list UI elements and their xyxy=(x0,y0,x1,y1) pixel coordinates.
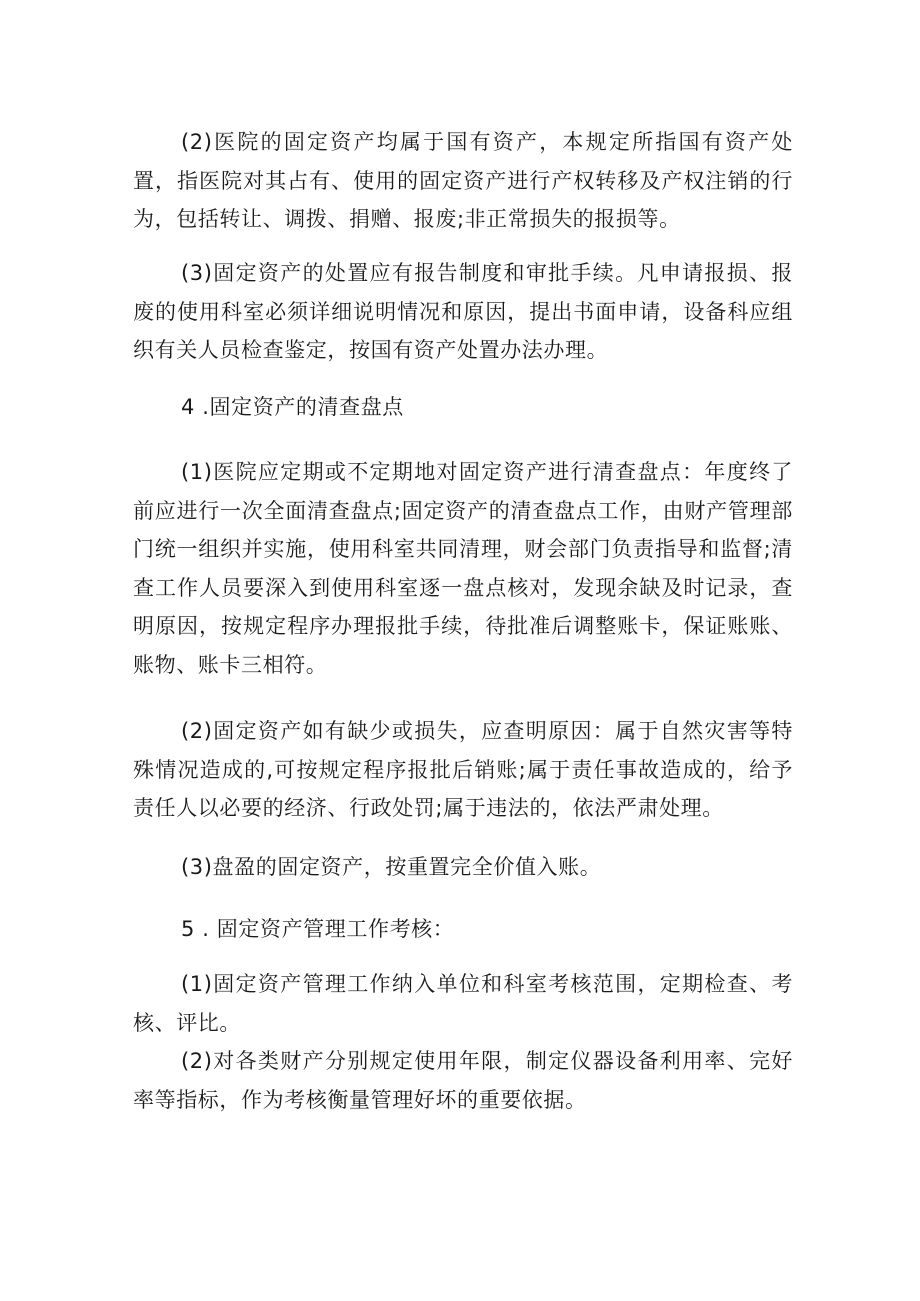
paragraph-assessment-scope: (1)固定资产管理工作纳入单位和科室考核范围，定期检查、考核、评比。 xyxy=(133,972,793,1035)
section-heading-assessment: 5 . 固定资产管理工作考核： xyxy=(181,917,455,941)
paragraph-usage-indicators: (2)对各类财产分别规定使用年限，制定仪器设备利用率、完好率等指标，作为考核衡量管理好坏的重要依据。 xyxy=(133,1049,793,1112)
paragraph-surplus-assets: (3)盘盈的固定资产，按重置完全价值入账。 xyxy=(181,855,602,879)
paragraph-loss-handling: (2)固定资产如有缺少或损失，应查明原因：属于自然灾害等特殊情况造成的,可按规定程序报批后销账;属于责任事故造成的，给予责任人以必要的经济、行政处罚;属于违法的，依法严肃处理。 xyxy=(133,719,793,820)
paragraph-disposal-approval: (3)固定资产的处置应有报告制度和审批手续。凡申请报损、报废的使用科室必须详细说明情况和原因，提出书面申请，设备科应组织有关人员检查鉴定，按国有资产处置办法办理。 xyxy=(133,261,793,362)
section-heading-inventory: 4 .固定资产的清查盘点 xyxy=(181,395,404,419)
paragraph-disposal-definition: (2)医院的固定资产均属于国有资产，本规定所指国有资产处置，指医院对其占有、使用的固定资产进行产权转移及产权注销的行为，包括转让、调拨、捐赠、报废;非正常损失的报损等。 xyxy=(133,130,793,231)
paragraph-inventory-procedure: (1)医院应定期或不定期地对固定资产进行清查盘点：年度终了前应进行一次全面清查盘点;固定资产的清查盘点工作，由财产管理部门统一组织并实施，使用科室共同清理，财会部门负责指导和监督;清查工作人员要深入到使用科室逐一盘点核对，发现余缺及时记录，查明原因，按规定程序办理报批手续，待批准后调整账卡，保证账账、账物、账卡三相符。 xyxy=(133,460,793,677)
